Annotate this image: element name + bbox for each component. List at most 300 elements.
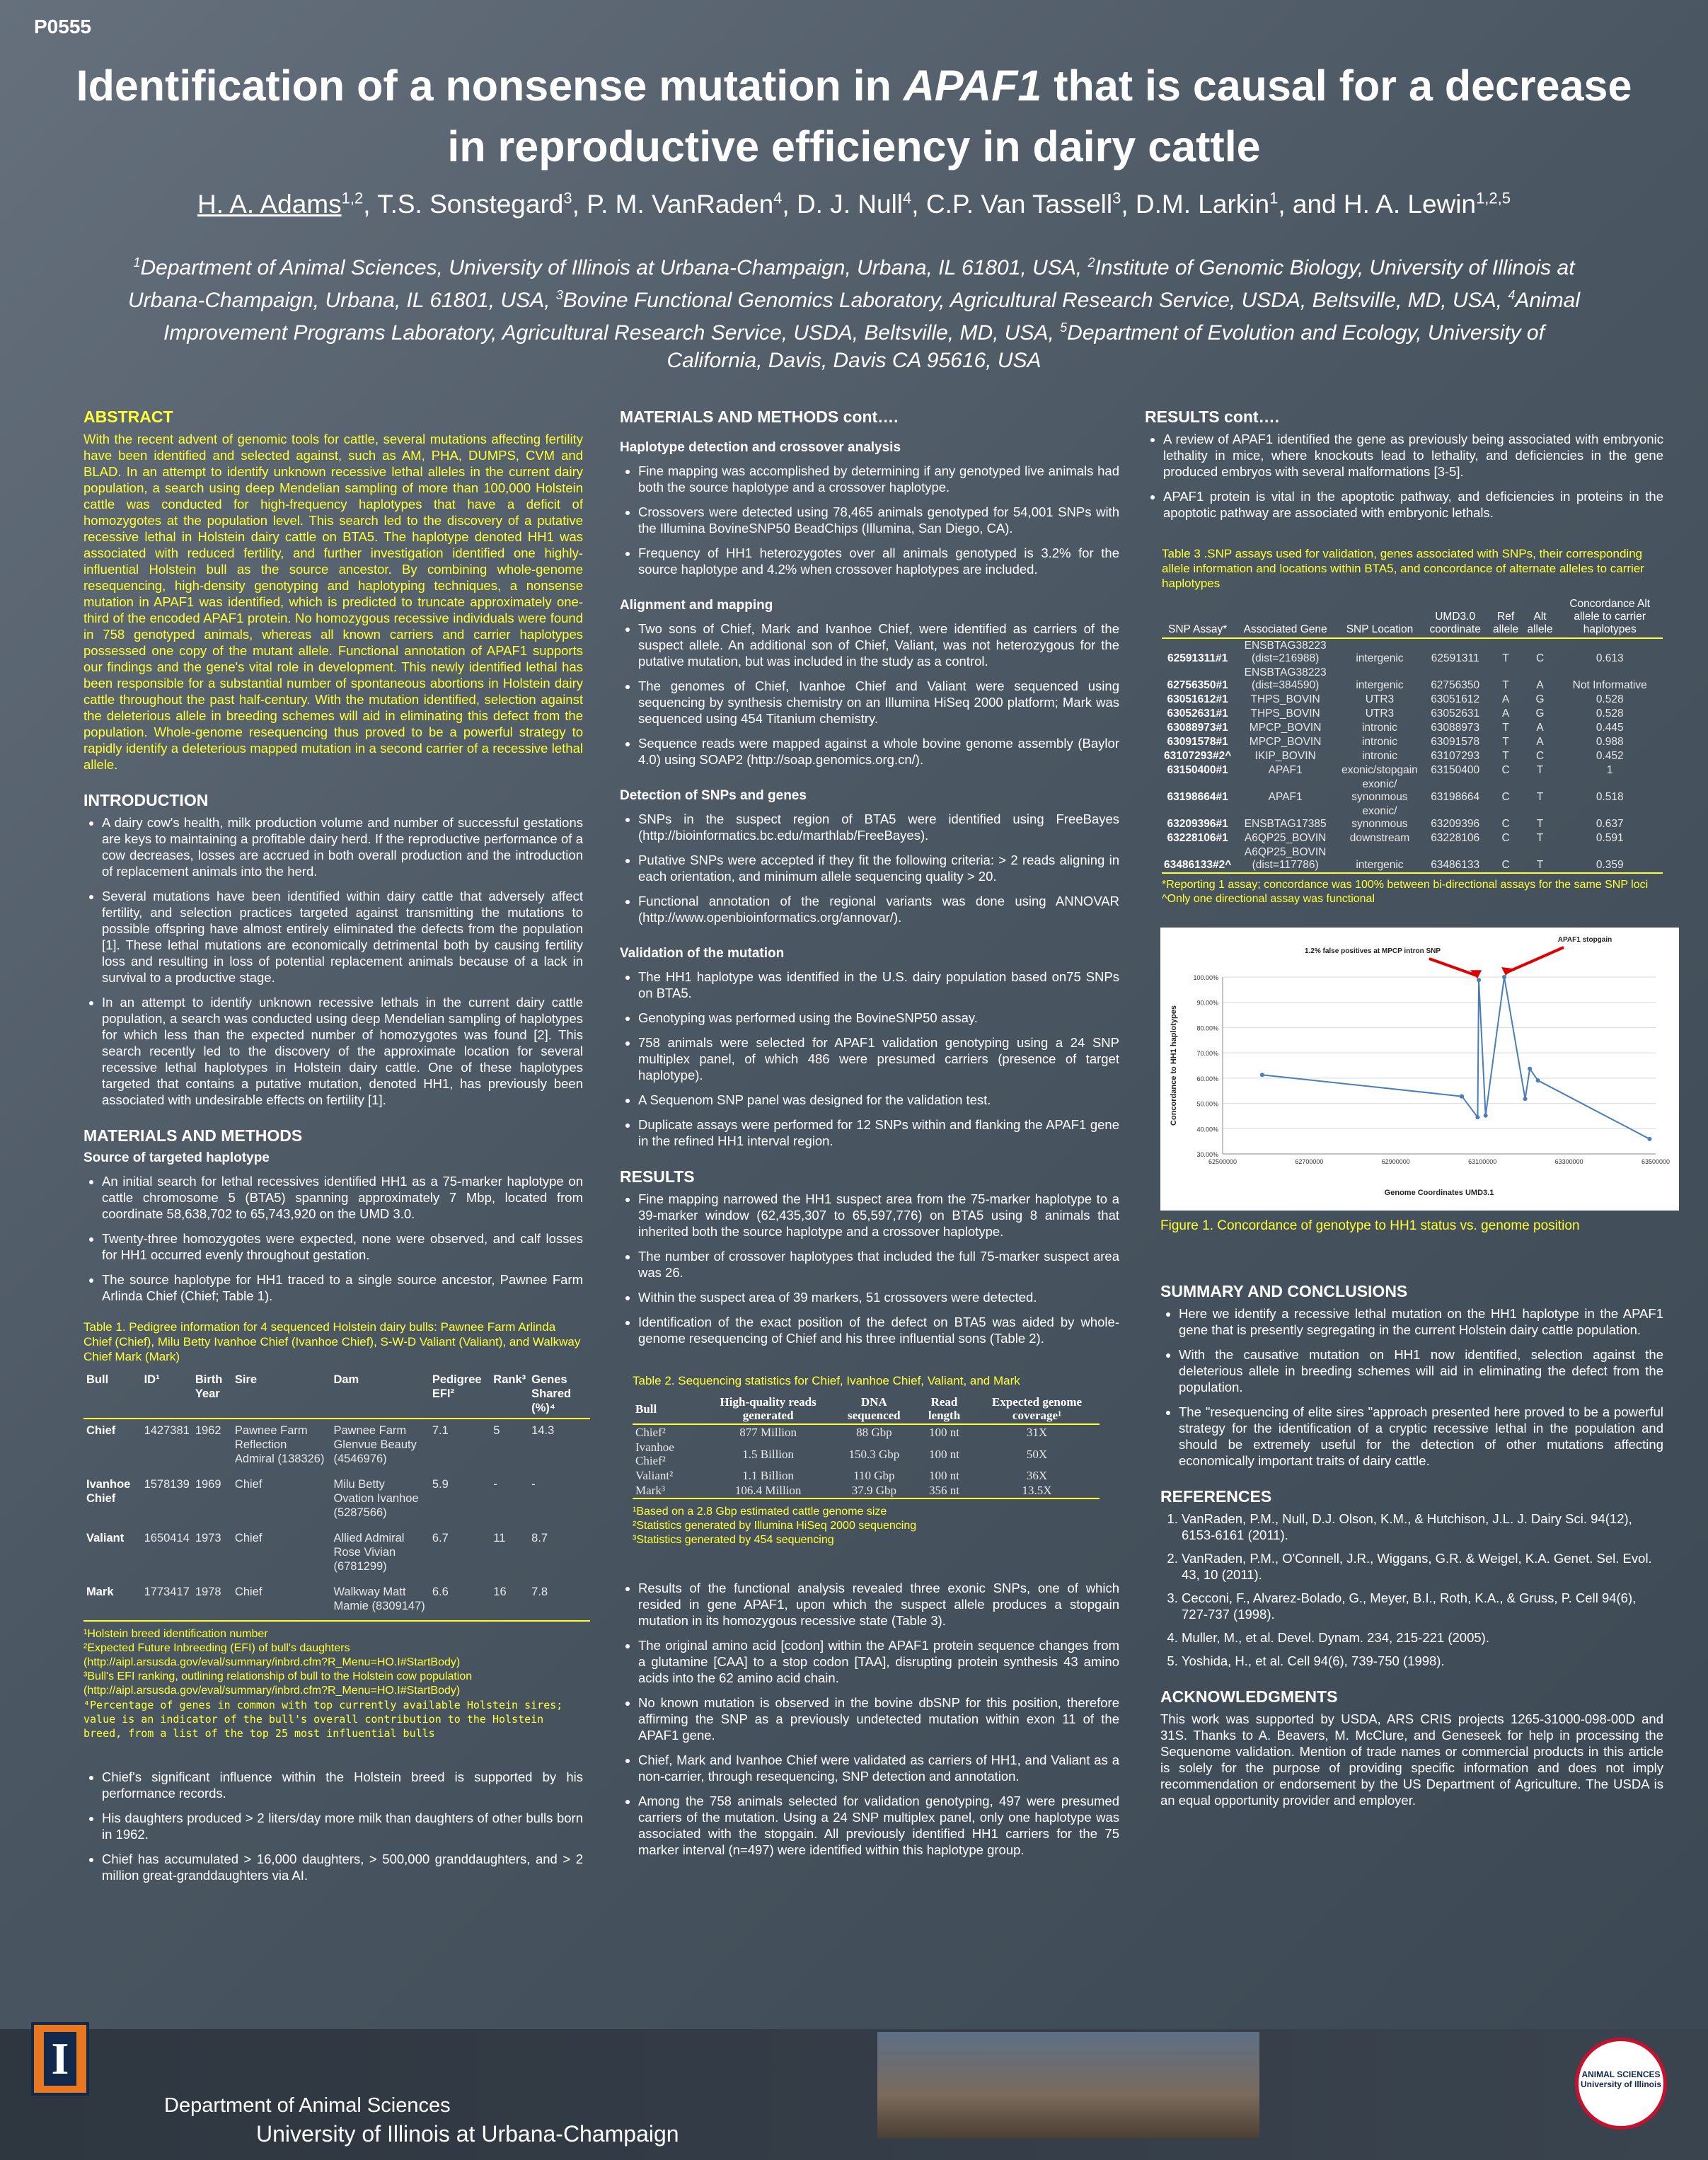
table-cell: Milu Betty Ovation Ivanhoe (5287566) <box>333 1478 419 1519</box>
author <box>587 190 782 219</box>
table-header-cell: Sire <box>232 1370 331 1419</box>
list-item: • An initial search for lethal recessives identified HH1 as a 75-marker haplotype on cattle chromosome 5 (BTA5) spanning approximately 7 Mbp, located from coordinate 58,638,702 to 65,743,920 on the UMD 3.0. <box>102 1173 583 1222</box>
affiliations <box>127 249 1581 374</box>
table-cell: 1973 <box>195 1532 221 1544</box>
column-1 <box>83 409 583 1892</box>
y-tick-label: 40.00% <box>1196 1126 1218 1133</box>
table-header-cell: Bull <box>83 1370 142 1419</box>
table-cell: intronic <box>1361 722 1397 734</box>
table-cell: 0.613 <box>1596 652 1624 664</box>
list-item: • Functional annotation of the regional variants was done using ANNOVAR (http://www.openbioinformatics.org/annovar/). <box>638 893 1119 925</box>
methods-cont-list <box>620 811 1119 925</box>
table-row <box>1162 778 1663 804</box>
table-cell: A <box>1536 736 1544 748</box>
table-row <box>1162 638 1663 666</box>
table-cell: Ivanhoe Chief² <box>635 1440 674 1467</box>
table-cell: 1962 <box>195 1424 221 1437</box>
table-cell: Valiant² <box>635 1469 674 1482</box>
annotation-apaf1: APAF1 stopgain <box>1557 936 1612 944</box>
methods-cont-list <box>620 969 1119 1149</box>
list-item: • Chief has accumulated > 16,000 daughters, > 500,000 granddaughters, and > 2 million great-granddaughters via AI. <box>102 1851 583 1883</box>
concordance-chart-svg <box>1160 928 1679 1211</box>
table-cell: 63051612 <box>1431 693 1480 705</box>
table-cell: T <box>1523 845 1557 873</box>
y-tick-label: 50.00% <box>1196 1100 1218 1108</box>
table-header-cell: Dam <box>330 1370 429 1419</box>
table-cell: 1978 <box>192 1581 232 1621</box>
table-cell: 0.591 <box>1596 832 1624 844</box>
introduction-heading: INTRODUCTION <box>83 791 209 809</box>
table-cell: T <box>1502 736 1509 748</box>
list-item: • With the causative mutation on HH1 now identified, selection against the deleterious allele in breeding schemes will aid in eliminating the defect from the population. <box>1179 1346 1663 1395</box>
data-point <box>1523 1097 1528 1101</box>
author-name: D.M. Larkin <box>1135 190 1270 219</box>
table1-note: ³Bull's EFI ranking, outlining relationship of bull to the Holstein cow population (http://aipl.arsusda.gov/eval/summary/inbrd.cfm?R_Menu=HO.I#StartBody) <box>83 1670 473 1697</box>
table-cell: A6QP25_BOVIN (dist=117786) <box>1233 845 1337 873</box>
data-point <box>1528 1067 1532 1071</box>
table-row <box>1162 845 1663 873</box>
table-cell: 877 Million <box>739 1426 797 1439</box>
table1-note: ²Expected Future Inbreeding (EFI) of bull's daughters (http://aipl.arsusda.gov/eval/summary/inbrd.cfm?R_Menu=HO.I#StartBody) <box>83 1642 461 1668</box>
table-header-cell: UMD3.0 coordinate <box>1422 596 1489 638</box>
table-row <box>633 1424 1100 1440</box>
table-header-cell: Bull <box>633 1394 703 1424</box>
table-cell: C <box>1501 832 1510 844</box>
table-cell: T <box>1536 832 1544 844</box>
series-line <box>1262 977 1650 1139</box>
acknowledgments-text: This work was supported by USDA, ARS CRIS projects 1265-31000-098-00D and 31S. Thanks to A. Beavers, M. McClure, and Geneseek for help in processing the Sequenome validation. Mention of trade names or commercial products in this article is solely for the purpose of providing specific information and does not imply recommendation or endorsement by the US Department of Agriculture. The USDA is an equal opportunity provider and employer. <box>1160 1711 1663 1808</box>
table-cell: UTR3 <box>1365 693 1395 705</box>
table-cell: 63051612#1 <box>1167 693 1228 705</box>
table-cell: ENSBTAG38223 (dist=384590) <box>1244 666 1327 691</box>
methods-cont-subsection <box>620 787 1119 925</box>
table-row <box>633 1483 1100 1498</box>
list-item: • The genomes of Chief, Ivanhoe Chief and Valiant were sequenced using sequencing by synthesis chemistry on an Illumina HiSeq 2000 platform; Mark was sequenced using 454 Titanium chemistry. <box>638 678 1119 727</box>
annotation-arrow-mpcp <box>1429 959 1477 976</box>
x-tick-label: 62500000 <box>1208 1158 1237 1165</box>
table-header-cell: Ref allele <box>1488 596 1523 638</box>
methods-section <box>83 1128 583 1304</box>
author-name: and H. A. Lewin <box>1292 190 1477 219</box>
table-cell: 62591311#1 <box>1167 652 1228 664</box>
table-row <box>83 1527 590 1581</box>
list-item: 4. Muller, M., et al. Devel. Dynam. 234, 215-221 (2005). <box>1182 1629 1663 1646</box>
table2-block <box>633 1373 1119 1547</box>
table-cell: - <box>493 1478 497 1491</box>
list-item: • Sequence reads were mapped against a whole bovine genome assembly (Baylor 4.0) using SOAP2 (http://soap.genomics.org.cn/). <box>638 735 1119 768</box>
table-header-cell: SNP Assay* <box>1162 596 1233 638</box>
list-item: • Chief, Mark and Ivanhoe Chief were validated as carriers of HH1, and Valiant as a non-carrier, through resequencing, SNP detection and annotation. <box>638 1752 1119 1784</box>
table-cell: Mark <box>83 1581 142 1621</box>
affiliation-sup: 2 <box>1087 255 1095 270</box>
table-cell: 63088973#1 <box>1167 722 1228 734</box>
table-cell: 106.4 Million <box>703 1483 834 1498</box>
table-cell: APAF1 <box>1268 764 1303 776</box>
table-header-row <box>83 1370 590 1419</box>
table2-notes <box>633 1505 1119 1547</box>
table3-note: ^Only one directional assay was functional <box>1162 893 1375 905</box>
author-sup: 1 <box>1269 190 1279 207</box>
acknowledgments-section <box>1160 1689 1663 1808</box>
concordance-chart <box>1160 928 1679 1211</box>
list-item: 2. VanRaden, P.M., O'Connell, J.R., Wiggans, G.R. & Weigel, K.A. Genet. Sel. Evol. 43, 10 (2011). <box>1182 1550 1663 1583</box>
table-cell: 1.1 Billion <box>742 1469 795 1482</box>
table-cell: 13.5X <box>974 1483 1100 1498</box>
table-row <box>1162 735 1663 749</box>
table-cell: 36X <box>1026 1469 1048 1482</box>
methods-cont-subheading: Alignment and mapping <box>620 598 773 613</box>
table-header-cell: Alt allele <box>1523 596 1557 638</box>
table-cell: 11 <box>493 1532 506 1544</box>
acknowledgments-heading: ACKNOWLEDGMENTS <box>1160 1687 1338 1706</box>
list-item: • Chief's significant influence within the Holstein breed is supported by his performance records. <box>102 1769 583 1801</box>
table-cell: 0.359 <box>1557 845 1663 873</box>
author <box>926 190 1121 219</box>
table1-note: ¹Holstein breed identification number <box>83 1628 268 1640</box>
references-section <box>1160 1489 1663 1669</box>
data-point <box>1484 1114 1488 1118</box>
author <box>197 190 363 219</box>
table1-note: ⁴Percentage of genes in common with top currently available Holstein sires; value is an indicator of the bull's overall contribution to the Holstein breed, from a list of the top 25 most influential bulls <box>83 1699 563 1740</box>
table2-note: ³Statistics generated by 454 sequencing <box>633 1534 834 1546</box>
table-cell: C <box>1535 750 1545 762</box>
affiliation-sup: 1 <box>133 255 141 270</box>
table-cell: 7.8 <box>529 1581 590 1621</box>
table-cell: intronic <box>1361 750 1397 762</box>
list-item: • In an attempt to identify unknown recessive lethals in the current dairy cattle population, a search was conducted using deep Mendelian sampling of haplotypes for which less than the expected number of homozygotes was found [2]. This search recently led to the discovery of the approximate location for several recessive lethal haplotypes in Holstein dairy cattle. One of these haplotypes targeted that contains a putative mutation, denoted HH1, has previously been associated with undesirable effects on fertility [1]. <box>102 994 583 1108</box>
results-cont-section <box>1145 409 1663 521</box>
table-cell: T <box>1502 679 1509 691</box>
figure1-caption: Figure 1. Concordance of genotype to HH1 status vs. genome position <box>1160 1218 1580 1233</box>
table-cell: 50X <box>1026 1447 1048 1461</box>
table-cell: A <box>1536 679 1544 691</box>
table-cell: 110 Gbp <box>853 1469 895 1482</box>
author-name: C.P. Van Tassell <box>925 190 1113 219</box>
table-cell: Allied Admiral Rose Vivian (6781299) <box>333 1532 405 1573</box>
results-list <box>620 1191 1119 1346</box>
list-item: • His daughters produced > 2 liters/day more milk than daughters of other bulls born in 1962. <box>102 1810 583 1842</box>
table-cell: T <box>1502 750 1509 762</box>
author-sup: 4 <box>773 190 783 207</box>
y-tick-label: 100.00% <box>1193 974 1218 981</box>
table-cell: Chief² <box>635 1426 666 1439</box>
list-item: 3. Cecconi, F., Alvarez-Bolado, G., Meyer, B.I., Roth, K.A., & Gruss, P. Cell 94(6), 727-737 (1998). <box>1182 1590 1663 1622</box>
affiliation-sup: 4 <box>1508 288 1516 302</box>
list-item: • Duplicate assays were performed for 12 SNPs within and flanking the APAF1 gene in the refined HH1 interval region. <box>638 1116 1119 1149</box>
table-cell: Mark³ <box>633 1483 703 1498</box>
methods-heading: MATERIALS AND METHODS <box>83 1126 303 1145</box>
table-cell: 88 Gbp <box>856 1426 892 1439</box>
introduction-list <box>83 814 583 1108</box>
table2-note: ²Statistics generated by Illumina HiSeq 2000 sequencing <box>633 1520 917 1532</box>
table-cell: Ivanhoe Chief <box>86 1478 131 1505</box>
y-tick-label: 30.00% <box>1196 1151 1218 1158</box>
table-row <box>1162 804 1663 831</box>
x-tick-label: 63100000 <box>1468 1158 1497 1165</box>
list-item: 5. Yoshida, H., et al. Cell 94(6), 739-750 (1998). <box>1182 1653 1663 1669</box>
y-axis-label: Concordance to HH1 haplotypes <box>1170 1005 1178 1126</box>
table-cell: Chief <box>232 1581 331 1621</box>
table-header-cell: Genes Shared (%)⁴ <box>529 1370 590 1419</box>
list-item: • A dairy cow's health, milk production volume and number of successful gestations are keys to maintaining a profitable dairy herd. If the reproductive performance of a cow decreases, losses are accrued in both overall production and the introduction of replacement animals into the herd. <box>102 814 583 879</box>
author-sup: 3 <box>1112 190 1121 207</box>
list-item: • No known mutation is observed in the bovine dbSNP for this position, therefore affirming the SNP as a previously undetected mutation within exon 11 of the APAF1 gene. <box>638 1694 1119 1743</box>
methods-cont-sections <box>620 439 1119 1149</box>
table-cell: T <box>1536 791 1544 803</box>
summary-list <box>1160 1305 1663 1469</box>
x-tick-label: 63300000 <box>1554 1158 1583 1165</box>
list-item: • Identification of the exact position of the defect on BTA5 was aided by whole-genome resequencing of Chief and his three influential sons (Table 2). <box>638 1314 1119 1346</box>
table-cell: 63209396 <box>1431 818 1480 830</box>
methods-cont-subheading: Detection of SNPs and genes <box>620 788 807 803</box>
poster-id: P0555 <box>34 16 91 37</box>
table-cell: downstream <box>1349 832 1410 844</box>
table3 <box>1162 596 1663 874</box>
table-row <box>1162 693 1663 707</box>
x-tick-label: 63500000 <box>1641 1158 1671 1165</box>
affiliation-text: Department of Evolution and Ecology, University of California, Davis, Davis CA 95616, USA <box>667 321 1545 372</box>
table-cell: intergenic <box>1356 679 1404 691</box>
table-row <box>1162 749 1663 763</box>
affiliation-text: Department of Animal Sciences, University of Illinois at Urbana-Champaign, Urbana, IL 61801, USA, <box>140 256 1088 279</box>
table-header-cell: SNP Location <box>1337 596 1422 638</box>
table-row <box>1162 763 1663 778</box>
table-header-cell: DNA sequenced <box>834 1394 914 1424</box>
table-cell: Valiant <box>86 1532 125 1544</box>
table-cell: G <box>1535 693 1545 705</box>
list-item: • Two sons of Chief, Mark and Ivanhoe Chief, were identified as carriers of the suspect allele. An additional son of Chief, Valiant, was not heterozygous for the putative mutation, but was included in the study as a control. <box>638 620 1119 669</box>
results-heading: RESULTS <box>620 1167 695 1186</box>
methods-cont-subsection <box>620 597 1119 768</box>
methods-cont-subheading: Haplotype detection and crossover analysis <box>620 440 901 455</box>
table-cell: T <box>1536 818 1544 830</box>
table-cell: 63052631 <box>1431 708 1480 720</box>
table-row <box>1162 721 1663 735</box>
data-point <box>1475 1115 1479 1119</box>
table-cell: 100 nt <box>929 1426 959 1439</box>
column-2 <box>620 409 1119 1866</box>
author-sup: 4 <box>903 190 912 207</box>
introduction-section <box>83 792 583 1108</box>
table-header-row <box>633 1394 1100 1424</box>
x-axis-label: Genome Coordinates UMD3.1 <box>1384 1189 1494 1197</box>
list-item: • SNPs in the suspect region of BTA5 were identified using FreeBayes (http://bioinformatics.bc.edu/marthlab/FreeBayes). <box>638 811 1119 843</box>
table-cell: intronic <box>1361 736 1397 748</box>
data-point <box>1460 1095 1464 1099</box>
annotation-arrow-apaf1 <box>1506 947 1564 973</box>
abstract-heading: ABSTRACT <box>83 408 173 426</box>
table-cell: 63486133 <box>1422 845 1489 873</box>
data-point <box>1502 975 1506 979</box>
table-cell: Walkway Matt Mamie (8309147) <box>330 1581 429 1621</box>
column-3 <box>1145 408 1671 1828</box>
chief-list <box>83 1769 583 1883</box>
y-tick-label: 80.00% <box>1196 1024 1218 1032</box>
table-cell: 0.445 <box>1596 722 1624 734</box>
table-cell: 1.5 Billion <box>742 1447 795 1461</box>
list-item: 1. VanRaden, P.M., Null, D.J. Olson, K.M., & Hutchison, J.L. J. Dairy Sci. 94(12), 6153-6161 (2011). <box>1182 1511 1663 1543</box>
table-cell: 62756350#1 <box>1167 679 1228 691</box>
table-cell: 356 nt <box>914 1483 974 1498</box>
list-item: • The original amino acid [codon] within the APAF1 protein sequence changes from a glutamine [CAA] to a stop codon [TAA], disrupting protein synthesis 43 amino acids into the 62 amino acid chain. <box>638 1637 1119 1686</box>
list-item: • Frequency of HH1 heterozygotes over all animals genotyped is 3.2% for the source haplotype and 4.2% when crossover haplotypes are included. <box>638 545 1119 577</box>
footer-department: Department of Animal Sciences <box>164 2094 451 2117</box>
table-cell: 63091578 <box>1431 736 1480 748</box>
table-cell: 1427381 <box>144 1424 190 1437</box>
author-name: P. M. VanRaden <box>587 190 774 219</box>
table3-notes <box>1162 878 1663 906</box>
table-cell: 63209396#1 <box>1167 818 1228 830</box>
references-list <box>1160 1511 1663 1669</box>
x-tick-label: 62900000 <box>1381 1158 1410 1165</box>
table-header-cell: Read length <box>914 1394 974 1424</box>
table-row <box>633 1440 1100 1468</box>
data-point <box>1260 1073 1264 1077</box>
table-cell: 5.9 <box>432 1478 449 1491</box>
table-cell: 100 nt <box>929 1469 959 1482</box>
summary-heading: SUMMARY AND CONCLUSIONS <box>1160 1282 1408 1300</box>
author-sup: 3 <box>563 190 572 207</box>
list-item: • Within the suspect area of 39 markers, 51 crossovers were detected. <box>638 1289 1119 1305</box>
table-cell: C <box>1488 845 1523 873</box>
methods-cont-subheading: Validation of the mutation <box>620 946 785 961</box>
annotation-mpcp: 1.2% false positives at MPCP intron SNP <box>1304 947 1441 955</box>
table-cell: IKIP_BOVIN <box>1254 750 1316 762</box>
table-cell: 150.3 Gbp <box>848 1447 900 1461</box>
results-cont-list <box>1145 431 1663 521</box>
table-cell: 31X <box>1026 1426 1048 1439</box>
table-cell: G <box>1535 708 1545 720</box>
table-row <box>633 1468 1100 1483</box>
table-cell: 63107293#2^ <box>1164 750 1232 762</box>
table-cell: Not Informative <box>1572 679 1647 691</box>
table-cell: 0.518 <box>1596 791 1624 803</box>
table-cell: ENSBTAG17385 <box>1244 818 1327 830</box>
methods-cont-list <box>620 620 1119 768</box>
table-cell: 63091578#1 <box>1167 736 1228 748</box>
author-name: T.S. Sonstegard <box>377 190 564 219</box>
author <box>797 190 911 219</box>
affiliation-sup: 5 <box>1060 320 1068 335</box>
title-part1: Identification of a nonsense mutation in <box>76 62 904 110</box>
table-header-row <box>1162 596 1663 638</box>
summary-section <box>1160 1283 1663 1469</box>
table3-caption: Table 3 .SNP assays used for validation, genes associated with SNPs, their corresponding allele information and locations within BTA5, and concordance of alternate alleles to carrier haplotypes <box>1162 547 1644 590</box>
table-cell: - <box>531 1478 536 1491</box>
list-item: • Several mutations have been identified within dairy cattle that adversely affect fertility, and selection practices targeted against transmitting the mutations to possible offspring have almost entirely eliminated the defects from the population [1]. These lethal mutations are economically detrimental both by causing fertility loss and resulting in loss of potential replacement animals because of a lack in survival to a productive stage. <box>102 888 583 986</box>
table-cell: 100 nt <box>929 1447 959 1461</box>
table-cell: 0.988 <box>1596 736 1624 748</box>
seal-text: ANIMAL SCIENCES University of Illinois <box>1580 2069 1662 2089</box>
table2 <box>633 1394 1100 1499</box>
table-cell: T <box>1502 722 1509 734</box>
table-cell: 5 <box>493 1424 500 1437</box>
abstract-text: With the recent advent of genomic tools for cattle, several mutations affecting fertility have been identified and selected against, such as AM, PHA, DUMPS, CVM and BLAD. In an attempt to identify unknown recessive lethal alleles in the current dairy population, a search using deep Mendelian sampling of more than 100,000 Holstein cattle was conducted for high-frequency haplotypes that have a deficit of homozygotes at the population level. This search led to the discovery of a putative recessive lethal in Holstein dairy cattle on BTA5. The haplotype denoted HH1 was associated with reduced fertility, and further investigation identified one highly-influential Holstein bull as the source ancestor. By combining whole-genome resequencing, high-density genotyping and haplotyping techniques, a nonsense mutation in APAF1 was identified, which is predicted to truncate approximately one-third of the encoded APAF1 protein. No homozygous recessive individuals were found in 758 genotyped animals, whereas all known carriers and carrier haplotypes possessed one copy of the mutant allele. Functional annotation of APAF1 supports our findings and the gene's vital role in development. This newly identified lethal has been responsible for a substantial number of spontaneous abortions in Holstein dairy cattle throughout the past half-century. With the mutation identified, selection against the deleterious allele in breeding schemes will aid in eliminating this defect from the population. Whole-genome resequencing thus proved to be a powerful strategy to rapidly identify a deleterious mapped mutation in a second carrier of a recessive lethal allele. <box>83 432 583 772</box>
table-cell: 63486133#2^ <box>1162 845 1233 873</box>
affiliation-text: Bovine Functional Genomics Laboratory, Agricultural Research Service, USDA, Beltsville, MD, USA, <box>562 289 1508 312</box>
table-header-cell: Pedigree EFI² <box>429 1370 490 1419</box>
table-cell: MPCP_BOVIN <box>1249 722 1322 734</box>
author-name: D. J. Null <box>796 190 904 219</box>
y-tick-label: 70.00% <box>1196 1050 1218 1058</box>
table1-block <box>83 1319 583 1740</box>
list-item: • APAF1 protein is vital in the apoptotic pathway, and deficiencies in proteins in the apoptotic pathway are associated with embryonic lethals. <box>1163 488 1663 521</box>
table-row <box>83 1581 590 1621</box>
table-cell: 1 <box>1606 764 1613 776</box>
table-header-cell: Associated Gene <box>1233 596 1337 638</box>
x-tick-label: 62700000 <box>1295 1158 1324 1165</box>
table-cell: 8.7 <box>531 1532 548 1544</box>
table-cell: Chief <box>86 1424 116 1437</box>
table-row <box>83 1473 590 1527</box>
y-tick-label: 90.00% <box>1196 999 1218 1007</box>
table-cell: 6.7 <box>432 1532 449 1544</box>
methods-cont-subsection <box>620 439 1119 577</box>
table-cell: intergenic <box>1337 845 1422 873</box>
table-cell: 1969 <box>195 1478 221 1491</box>
table-cell: Pawnee Farm Reflection Admiral (138326) <box>234 1424 325 1465</box>
table-row <box>1162 831 1663 845</box>
affiliation-text: Animal Improvement Programs Laboratory, Agricultural Research Service, USDA, Beltsville, MD, USA, <box>163 289 1581 345</box>
table-cell: THPS_BOVIN <box>1250 693 1320 705</box>
table-cell: A <box>1501 693 1510 705</box>
methods-cont-subsection <box>620 945 1119 1149</box>
list-item: • Genotyping was performed using the BovineSNP50 assay. <box>638 1010 1119 1026</box>
animal-sciences-seal <box>1575 2038 1667 2130</box>
table-cell: 63228106 <box>1431 832 1480 844</box>
table-cell: 37.9 Gbp <box>834 1483 914 1498</box>
data-point <box>1648 1137 1652 1141</box>
list-item: • 758 animals were selected for APAF1 validation genotyping using a 24 SNP multiplex panel, of which 486 were presumed carriers (presence of target haplotype). <box>638 1034 1119 1083</box>
table-cell: T <box>1536 764 1544 776</box>
table-cell: 1773417 <box>142 1581 192 1621</box>
table-cell: 63228106#1 <box>1167 832 1228 844</box>
list-item: • Fine mapping was accomplished by determining if any genotyped live animals had both the source haplotype and a crossover haplotype. <box>638 463 1119 495</box>
table-cell: 63052631#1 <box>1167 708 1228 720</box>
table-cell: 63150400#1 <box>1167 764 1228 776</box>
table-cell: 16 <box>490 1581 529 1621</box>
list-item: • Results of the functional analysis revealed three exonic SNPs, one of which resided in gene APAF1, upon which the suspect allele produces a stopgain mutation in its homozygous recessive state (Table 3). <box>638 1580 1119 1629</box>
table-cell: Chief <box>234 1478 262 1491</box>
affiliation-sup: 3 <box>555 288 563 302</box>
table-cell: C <box>1501 791 1510 803</box>
table-cell: 63088973 <box>1431 722 1480 734</box>
data-point <box>1477 978 1481 982</box>
table-cell: UTR3 <box>1365 708 1395 720</box>
table-cell: 14.3 <box>531 1424 555 1437</box>
table-cell: A6QP25_BOVIN <box>1244 832 1327 844</box>
table-cell: 1650414 <box>144 1532 190 1544</box>
table-cell: A <box>1536 722 1544 734</box>
table-cell: 63150400 <box>1431 764 1480 776</box>
results2-list <box>620 1580 1119 1858</box>
table-cell: 63198664#1 <box>1167 791 1228 803</box>
author-sup: 1,2 <box>341 190 364 207</box>
y-tick-label: 60.00% <box>1196 1075 1218 1082</box>
table-header-cell: Concordance Alt allele to carrier haplotypes <box>1557 596 1663 638</box>
author <box>377 190 572 219</box>
affiliation-text: Institute of Genomic Biology, University of Illinois at Urbana-Champaign, Urbana, IL 61801, USA, <box>127 256 1575 312</box>
table2-caption: Table 2. Sequencing statistics for Chief, Ivanhoe Chief, Valiant, and Mark <box>633 1374 1020 1387</box>
list-item: • The "resequencing of elite sires "approach presented here proved to be a powerful strategy for the identification of a cryptic recessive lethal in the population and should be extremely useful for the detection of other mutations affecting economically important traits of dairy cattle. <box>1179 1404 1663 1469</box>
author-list: H. A. Adams$^{1,2}$, T.S. Sonstegard$^3$, P. M. VanRaden$^4$, D. J. Null$^4$, C.P. Van Tassell$^3$, D.M. Larkin$^1$, and H. A. Lewin$^{1,2,5}$ <box>197 190 1511 219</box>
list-item: • Fine mapping narrowed the HH1 suspect area from the 75-marker haplotype to a 39-marker window (62,435,307 to 65,597,776) on BTA5 using 8 animals that inherited both the source haplotype and a crossover haplotype. <box>638 1191 1119 1240</box>
list-item: • The HH1 haplotype was identified in the U.S. dairy population based on75 SNPs on BTA5. <box>638 969 1119 1001</box>
list-item: • Crossovers were detected using 78,465 animals genotyped for 54,001 SNPs with the Illumina BovineSNP50 BeadChips (Illumina, San Diego, CA). <box>638 504 1119 536</box>
table-cell: Pawnee Farm Glenvue Beauty (4546976) <box>333 1424 417 1465</box>
table-cell: T <box>1502 652 1509 664</box>
results-cont-heading: RESULTS cont…. <box>1145 408 1279 426</box>
